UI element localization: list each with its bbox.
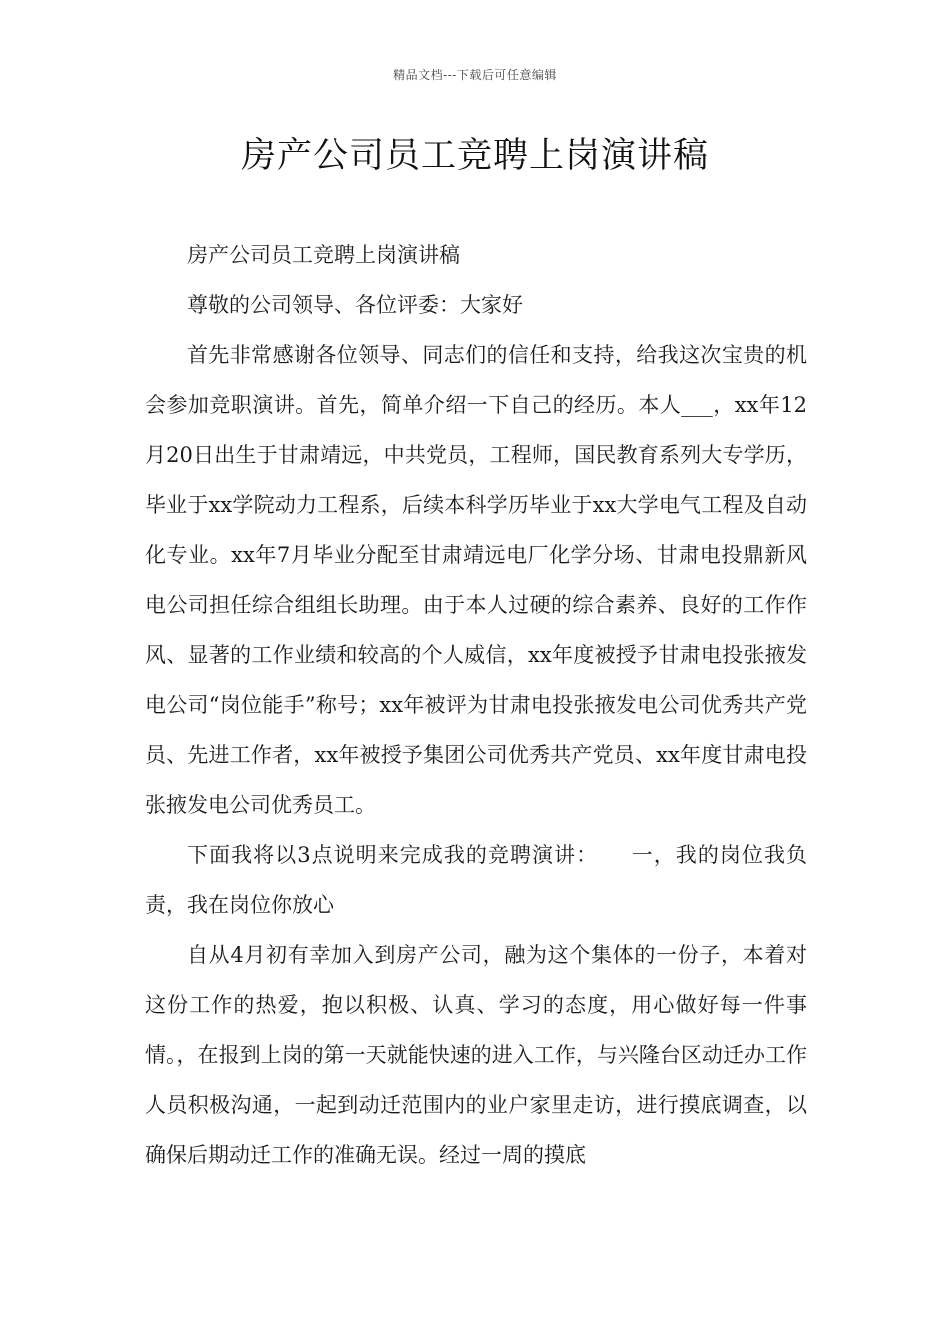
document-title: 房产公司员工竞聘上岗演讲稿 (240, 136, 709, 176)
paragraph-outline: 下面我将以3点说明来完成我的竞聘演讲： 一，我的岗位我负责，我在岗位你放心 (145, 843, 807, 917)
paragraph-introduction: 首先非常感谢各位领导、同志们的信任和支持，给我这次宝贵的机会参加竞职演讲。首先，简单介绍一下自己的经历。本人___，xx年12月20日出生于甘肃靖远，中共党员，工程师，国民教育系列大专学历，毕业于xx学院动力工程系，后续本科学历毕业于xx大学电气工程及自动化专业。xx年7月毕业分配至甘肃靖远电厂化学分场、甘肃电投鼎新风电公司担任综合组组长助理。由于本人过硬的综合素养、良好的工作作风、显著的工作业绩和较高的个人威信，xx年度被授予甘肃电投张掖发电公司“岗位能手”称号；xx年被评为甘肃电投张掖发电公司优秀共产党员、先进工作者，xx年被授予集团公司优秀共产党员、xx年度甘肃电投张掖发电公司优秀员工。 (145, 343, 807, 817)
paragraph-subtitle: 房产公司员工竞聘上岗演讲稿 (187, 243, 460, 267)
document-body (145, 230, 807, 1180)
paragraph-greeting: 尊敬的公司领导、各位评委：大家好 (187, 293, 523, 317)
paragraph-work-experience: 自从4月初有幸加入到房产公司，融为这个集体的一份子，本着对这份工作的热爱，抱以积极、认真、学习的态度，用心做好每一件事情。，在报到上岗的第一天就能快速的进入工作，与兴隆台区动迁办工作人员积极沟通，一起到动迁范围内的业户家里走访，进行摸底调查，以确保后期动迁工作的准确无误。经过一周的摸底 (145, 943, 807, 1167)
header-note: 精品文档---下载后可任意编辑 (393, 68, 557, 82)
